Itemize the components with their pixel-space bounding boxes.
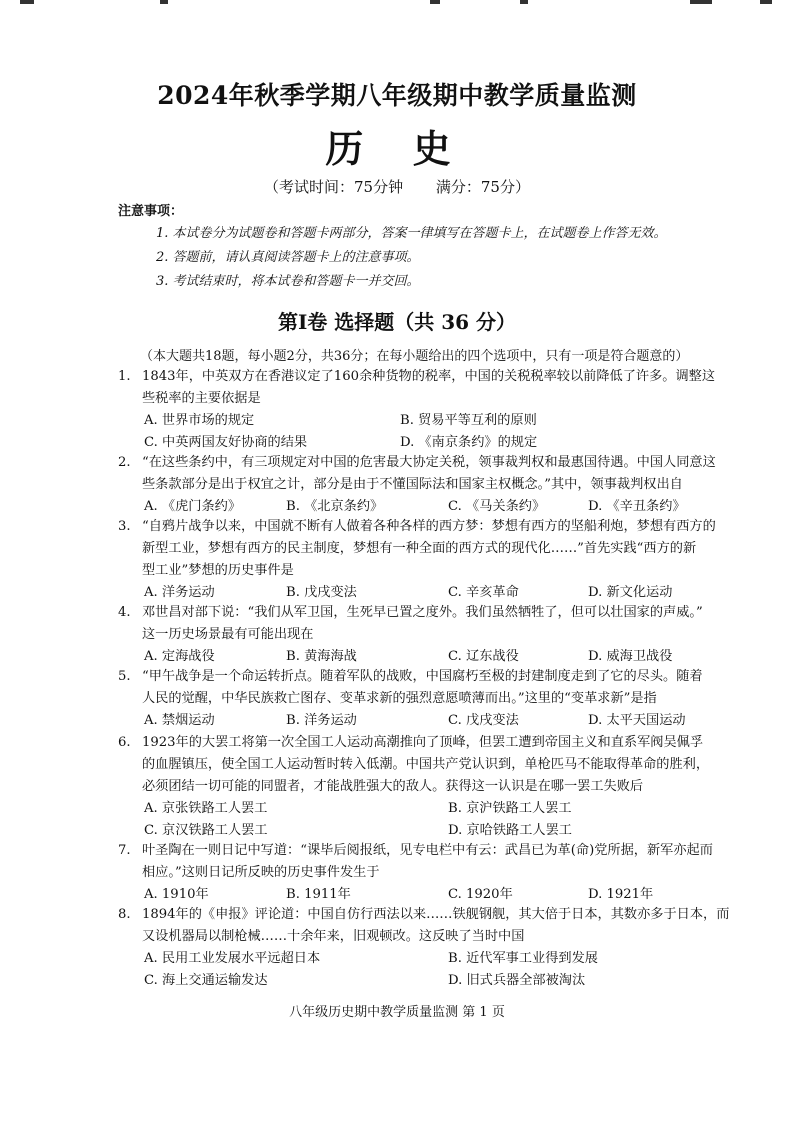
option-b: B. 《北京条约》: [286, 499, 384, 514]
option-a: A. 1910年: [144, 887, 209, 902]
option-d: D. 京哈铁路工人罢工: [448, 823, 572, 838]
options-row: [118, 582, 784, 604]
question-stem: 些税率的主要依据是: [142, 391, 261, 406]
question-7: [118, 840, 784, 906]
question-number: 4.: [118, 605, 131, 620]
options-row: [118, 970, 784, 992]
options-row: [118, 496, 784, 518]
question-stem: 1894年的《申报》评论道：中国自仿行西法以来……铁舰钢舰，其大倍于日本，其数亦多于日本，而: [142, 907, 730, 922]
exam-info: [0, 176, 794, 197]
option-a: A. 禁烟运动: [144, 713, 215, 728]
exam-title: 2024年秋季学期八年级期中教学质量监测: [157, 81, 637, 110]
option-b: B. 黄海海战: [286, 649, 357, 664]
option-b: B. 1911年: [286, 887, 351, 902]
options-row: [118, 798, 784, 820]
question-1: [118, 366, 784, 454]
question-stem: 人民的觉醒，中华民族救亡图存、变革求新的强烈意愿喷薄而出。”这里的“变革求新”是指: [142, 691, 657, 706]
option-b: B. 洋务运动: [286, 713, 357, 728]
question-stem: 这一历史场景最有可能出现在: [142, 627, 314, 642]
question-8: [118, 904, 784, 992]
question-2: [118, 452, 784, 518]
option-d: D. 旧式兵器全部被淘汰: [448, 973, 586, 988]
question-5: [118, 666, 784, 732]
options-row: [118, 710, 784, 732]
full-score: 满分：75分）: [435, 178, 530, 196]
question-number: 6.: [118, 735, 131, 750]
question-stem: 些条款部分是出于权宜之计，部分是由于不懂国际法和国家主权概念。”其中，领事裁判权出自: [142, 477, 683, 492]
note-item: 1. 本试卷分为试题卷和答题卡两部分，答案一律填写在答题卡上，在试题卷上作答无效。: [156, 226, 667, 241]
question-stem: 又设机器局以制枪械……十余年来，旧观顿改。这反映了当时中国: [142, 929, 525, 944]
options-row: [118, 820, 784, 842]
option-d: D. 威海卫战役: [588, 649, 673, 664]
option-b: B. 戊戌变法: [286, 585, 357, 600]
exam-time: （考试时间：75分钟: [264, 178, 404, 196]
question-number: 5.: [118, 669, 131, 684]
note-item: 3. 考试结束时，将本试卷和答题卡一并交回。: [156, 274, 420, 289]
question-stem: 型工业”梦想的历史事件是: [142, 563, 294, 578]
option-a: A. 世界市场的规定: [144, 413, 255, 428]
section-title: 第Ⅰ卷 选择题（共 36 分）: [277, 310, 517, 334]
options-row: [118, 410, 784, 432]
option-a: A. 定海战役: [144, 649, 215, 664]
scan-top-edge: [0, 0, 794, 6]
options-row: [118, 646, 784, 668]
question-stem: 1843年，中英双方在香港议定了160余种货物的税率，中国的关税税率较以前降低了许多。调整这: [142, 369, 716, 384]
option-b: B. 贸易平等互利的原则: [400, 413, 537, 428]
option-c: C. 《马关条约》: [448, 499, 546, 514]
option-c: C. 海上交通运输发达: [144, 973, 268, 988]
option-c: C. 京汉铁路工人罢工: [144, 823, 268, 838]
question-stem: 1923年的大罢工将第一次全国工人运动高潮推向了顶峰，但罢工遭到帝国主义和直系军阀吴佩孚: [142, 735, 704, 750]
page-footer: 八年级历史期中教学质量监测 第 1 页: [289, 1005, 505, 1020]
option-d: D. 新文化运动: [588, 585, 673, 600]
question-stem: 相应。”这则日记所反映的历史事件发生于: [142, 865, 380, 880]
option-a: A. 民用工业发展水平远超日本: [144, 951, 321, 966]
section-instructions: （本大题共18题，每小题2分，共36分；在每小题给出的四个选项中，只有一项是符合题意的）: [140, 349, 689, 364]
option-c: C. 辽东战役: [448, 649, 519, 664]
question-number: 3.: [118, 519, 131, 534]
question-stem: “甲午战争是一个命运转折点。随着军队的战败，中国腐朽至极的封建制度走到了它的尽头。随着: [142, 669, 703, 684]
option-d: D. 《辛丑条约》: [588, 499, 686, 514]
subject-title: 历 史: [325, 126, 469, 171]
option-d: D. 1921年: [588, 887, 654, 902]
option-b: B. 近代军事工业得到发展: [448, 951, 598, 966]
option-c: C. 中英两国友好协商的结果: [144, 435, 308, 450]
question-number: 8.: [118, 907, 131, 922]
question-stem: “在这些条约中，有三项规定对中国的危害最大协定关税，领事裁判权和最惠国待遇。中国人同意这: [142, 455, 716, 470]
note-item: 2. 答题前，请认真阅读答题卡上的注意事项。: [156, 250, 420, 265]
question-stem: 必须团结一切可能的同盟者，才能战胜强大的敌人。获得这一认识是在哪一罢工失败后: [142, 779, 644, 794]
question-4: [118, 602, 784, 668]
question-stem: 叶圣陶在一则日记中写道：“课毕后阅报纸，见专电栏中有云：武昌已为革(命)党所据，新军亦起而: [142, 843, 713, 858]
question-number: 1.: [118, 369, 131, 384]
option-d: D. 太平天国运动: [588, 713, 686, 728]
question-3: [118, 516, 784, 604]
question-stem: 邓世昌对部下说：“我们从军卫国，生死早已置之度外。我们虽然牺牲了，但可以壮国家的声威。”: [142, 605, 703, 620]
option-a: A. 洋务运动: [144, 585, 215, 600]
notes-title: 注意事项：: [118, 204, 184, 219]
question-stem: 新型工业，梦想有西方的民主制度，梦想有一种全面的西方式的现代化……”首先实践“西方的新: [142, 541, 697, 556]
question-stem: 的血腥镇压，使全国工人运动暂时转入低潮。中国共产党认识到，单枪匹马不能取得革命的胜利，: [142, 757, 710, 772]
option-d: D. 《南京条约》的规定: [400, 435, 538, 450]
option-b: B. 京沪铁路工人罢工: [448, 801, 572, 816]
question-number: 2.: [118, 455, 131, 470]
question-6: [118, 732, 784, 842]
option-a: A. 京张铁路工人罢工: [144, 801, 268, 816]
question-stem: “自鸦片战争以来，中国就不断有人做着各种各样的西方梦：梦想有西方的坚船利炮，梦想有西方的: [142, 519, 716, 534]
option-a: A. 《虎门条约》: [144, 499, 242, 514]
question-number: 7.: [118, 843, 131, 858]
option-c: C. 1920年: [448, 887, 513, 902]
option-c: C. 辛亥革命: [448, 585, 519, 600]
options-row: [118, 884, 784, 906]
options-row: [118, 948, 784, 970]
options-row: [118, 432, 784, 454]
option-c: C. 戊戌变法: [448, 713, 519, 728]
